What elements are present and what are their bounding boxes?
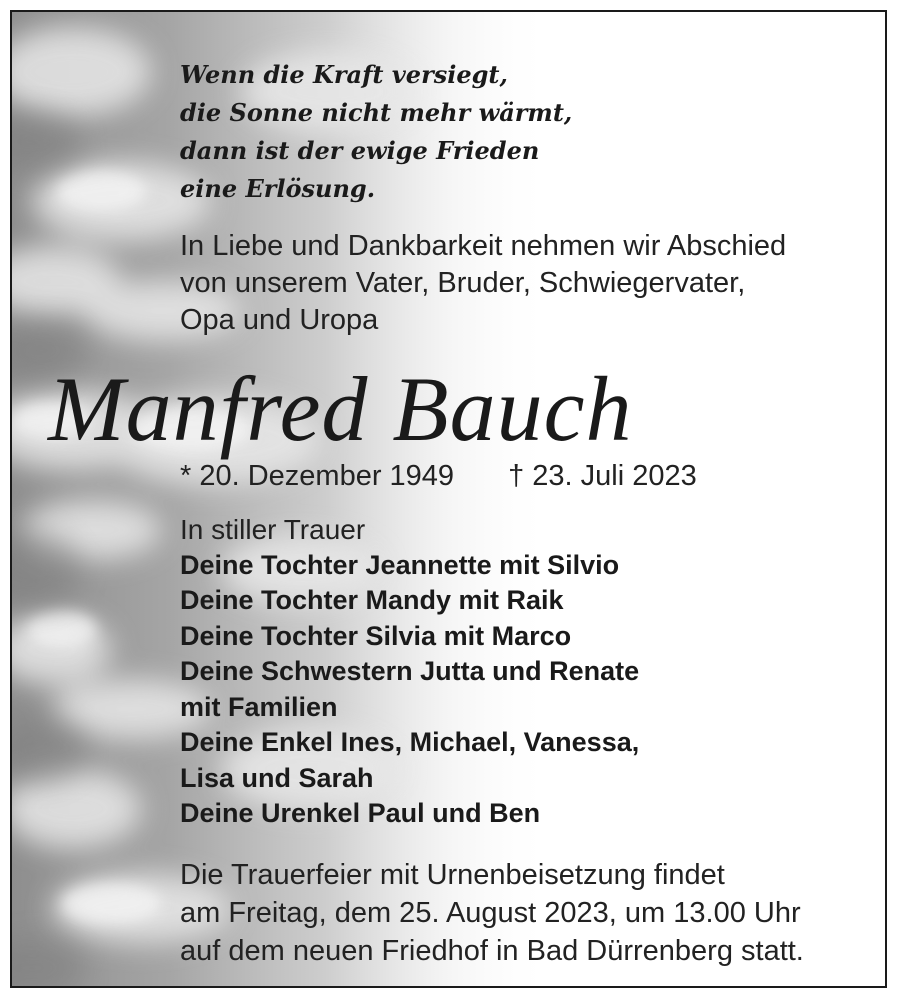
death-date: † 23. Juli 2023: [508, 460, 697, 492]
poem: [180, 56, 572, 208]
mourner-line: Deine Tochter Mandy mit Raik: [180, 585, 564, 615]
birth-date: * 20. Dezember 1949: [180, 460, 455, 492]
funeral-service-info: [180, 856, 804, 970]
poem-line: die Sonne nicht mehr wärmt,: [180, 98, 573, 127]
obituary-content: [12, 12, 885, 986]
intro-line: von unserem Vater, Bruder, Schwiegervater,: [180, 267, 746, 299]
obituary-frame: [10, 10, 887, 988]
deceased-name: Manfred Bauch: [48, 358, 633, 460]
mourner-line: Deine Urenkel Paul und Ben: [180, 798, 541, 828]
mourner-line: Deine Schwestern Jutta und Renate: [180, 656, 640, 686]
mourners-list: [180, 512, 639, 832]
mourner-line: Lisa und Sarah: [180, 762, 374, 793]
poem-line: Wenn die Kraft versiegt,: [180, 60, 508, 89]
poem-line: eine Erlösung.: [180, 174, 376, 203]
poem-line: dann ist der ewige Frieden: [180, 136, 540, 165]
mourner-line: Deine Tochter Jeannette mit Silvio: [180, 549, 620, 580]
mourner-line: mit Familien: [180, 691, 338, 722]
service-line: Die Trauerfeier mit Urnenbeisetzung findet: [180, 859, 725, 891]
mourner-line: Deine Enkel Ines, Michael, Vanessa,: [180, 727, 640, 757]
mourner-line: Deine Tochter Silvia mit Marco: [180, 620, 572, 651]
life-dates: [180, 456, 697, 496]
service-line: am Freitag, dem 25. August 2023, um 13.00 Uhr: [180, 897, 801, 929]
intro-line: In Liebe und Dankbarkeit nehmen wir Abschied: [180, 230, 787, 262]
intro-line: Opa und Uropa: [180, 304, 379, 336]
service-line: auf dem neuen Friedhof in Bad Dürrenberg statt.: [180, 935, 804, 967]
farewell-intro: [180, 228, 786, 339]
mourning-lead: In stiller Trauer: [180, 514, 366, 545]
